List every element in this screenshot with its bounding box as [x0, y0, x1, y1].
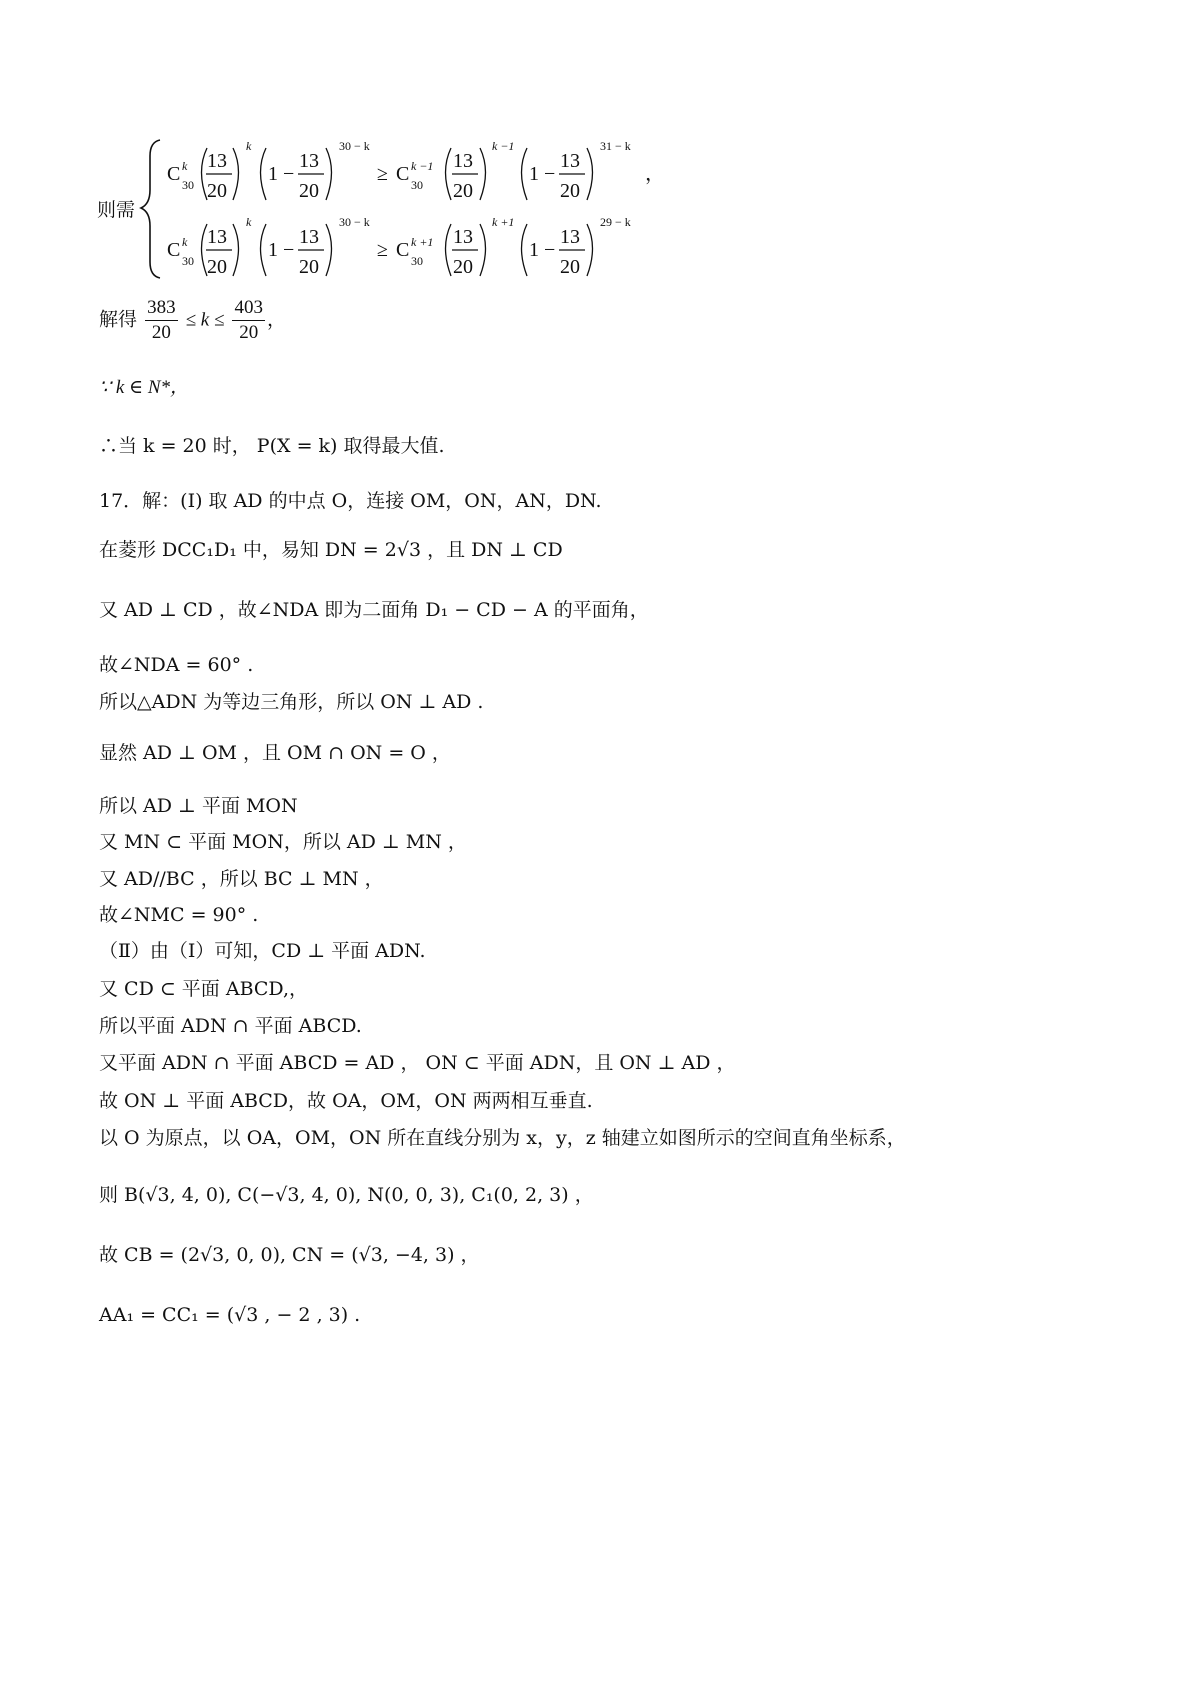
svg-text:，: ，	[645, 163, 665, 185]
svg-text:20: 20	[453, 256, 473, 278]
svg-text:13: 13	[299, 150, 319, 172]
svg-text:20: 20	[299, 256, 319, 278]
svg-text:≥: ≥	[377, 239, 388, 261]
fraction-lower: $\frac{383}{20}$	[147, 297, 176, 343]
svg-text:k +1: k +1	[411, 235, 434, 249]
svg-text:C: C	[167, 239, 181, 261]
line-vector-aa1: AA₁ = CC₁ = (√3 , − 2 , 3) .	[99, 1304, 361, 1326]
svg-text:1 −: 1 −	[268, 239, 295, 261]
line-plane-intersect: 所以平面 ADN ∩ 平面 ABCD.	[99, 1015, 362, 1037]
system-of-inequalities	[0, 0, 1200, 300]
svg-text:C: C	[396, 239, 410, 261]
svg-text:29 − k: 29 − k	[600, 215, 631, 229]
svg-text:k: k	[182, 235, 188, 249]
svg-text:30 − k: 30 − k	[339, 139, 370, 153]
svg-text:30: 30	[182, 254, 194, 268]
svg-text:13: 13	[453, 226, 473, 248]
svg-text:30 − k: 30 − k	[339, 215, 370, 229]
svg-text:≥: ≥	[377, 163, 388, 185]
svg-text:1 −: 1 −	[529, 239, 556, 261]
svg-text:C: C	[167, 163, 181, 185]
line-mn-in-plane: 又 MN ⊂ 平面 MON，所以 AD ⊥ MN ，	[99, 831, 467, 853]
svg-text:C: C	[396, 163, 410, 185]
line-obviously: 显然 AD ⊥ OM ，且 OM ∩ ON = O ，	[99, 742, 451, 764]
svg-text:k: k	[246, 139, 252, 153]
conclusion-line: ∴当 k = 20 时， P(X = k) 取得最大值.	[99, 435, 445, 457]
line-coordinate-system: 以 O 为原点，以 OA，OM，ON 所在直线分别为 x，y，z 轴建立如图所示的空间直角坐标系，	[99, 1127, 906, 1149]
svg-text:13: 13	[453, 150, 473, 172]
left-brace	[141, 140, 160, 278]
svg-text:1 −: 1 −	[268, 163, 295, 185]
solve-line: 解得 $\frac{383}{20}$ ≤ k ≤ $\frac{403}{20}$ ，	[99, 297, 286, 343]
line-angle-90: 故∠NMC = 90° .	[99, 904, 259, 926]
fraction-upper: $\frac{403}{20}$	[234, 297, 263, 343]
problem-17-heading: 17．解：(Ⅰ) 取 AD 的中点 O，连接 OM，ON，AN，DN.	[99, 490, 602, 512]
svg-text:31 − k: 31 − k	[600, 139, 631, 153]
line-equilateral: 所以△ADN 为等边三角形，所以 ON ⊥ AD .	[99, 691, 484, 713]
line-plane-intersect-ad: 又平面 ADN ∩ 平面 ABCD = AD ， ON ⊂ 平面 ADN，且 ON ⊥ AD ，	[99, 1052, 736, 1074]
svg-text:k: k	[246, 215, 252, 229]
svg-text:30: 30	[182, 178, 194, 192]
svg-text:13: 13	[560, 150, 580, 172]
system-label: 则需	[97, 199, 136, 221]
svg-text:20: 20	[453, 180, 473, 202]
svg-text:13: 13	[299, 226, 319, 248]
svg-text:k +1: k +1	[492, 215, 515, 229]
line-cd-in-plane: 又 CD ⊂ 平面 ABCD,，	[99, 978, 309, 1000]
svg-text:20: 20	[207, 180, 227, 202]
line-vectors-cb-cn: 故 CB = (2√3, 0, 0), CN = (√3, −4, 3) ，	[99, 1244, 480, 1266]
line-angle-60: 故∠NDA = 60° .	[99, 654, 254, 676]
row-2	[167, 215, 631, 278]
svg-text:20: 20	[299, 180, 319, 202]
svg-text:20: 20	[560, 180, 580, 202]
line-rhombus: 在菱形 DCC₁D₁ 中，易知 DN = 2√3 ，且 DN ⊥ CD	[99, 539, 563, 561]
svg-text:1 −: 1 −	[529, 163, 556, 185]
line-parallel: 又 AD//BC ，所以 BC ⊥ MN ，	[99, 868, 384, 890]
line-ad-perp-plane: 所以 AD ⊥ 平面 MON	[99, 795, 298, 817]
svg-text:k: k	[182, 159, 188, 173]
svg-text:30: 30	[411, 178, 423, 192]
line-dihedral: 又 AD ⊥ CD ，故∠NDA 即为二面角 D₁ − CD − A 的平面角，	[99, 599, 649, 621]
svg-text:20: 20	[560, 256, 580, 278]
line-points: 则 B(√3, 4, 0), C(−√3, 4, 0), N(0, 0, 3), C₁(0, 2, 3) ，	[99, 1184, 594, 1206]
since-line: ∵ k ∈ N*，	[99, 377, 190, 398]
part-2-heading: （Ⅱ）由（Ⅰ）可知，CD ⊥ 平面 ADN.	[99, 940, 426, 962]
svg-text:k −1: k −1	[411, 159, 434, 173]
row-1	[167, 139, 665, 202]
svg-text:20: 20	[207, 256, 227, 278]
svg-text:30: 30	[411, 254, 423, 268]
svg-text:k −1: k −1	[492, 139, 515, 153]
svg-text:13: 13	[207, 150, 227, 172]
svg-text:13: 13	[560, 226, 580, 248]
line-mutually-perp: 故 ON ⊥ 平面 ABCD，故 OA，OM，ON 两两相互垂直.	[99, 1090, 593, 1112]
svg-text:13: 13	[207, 226, 227, 248]
